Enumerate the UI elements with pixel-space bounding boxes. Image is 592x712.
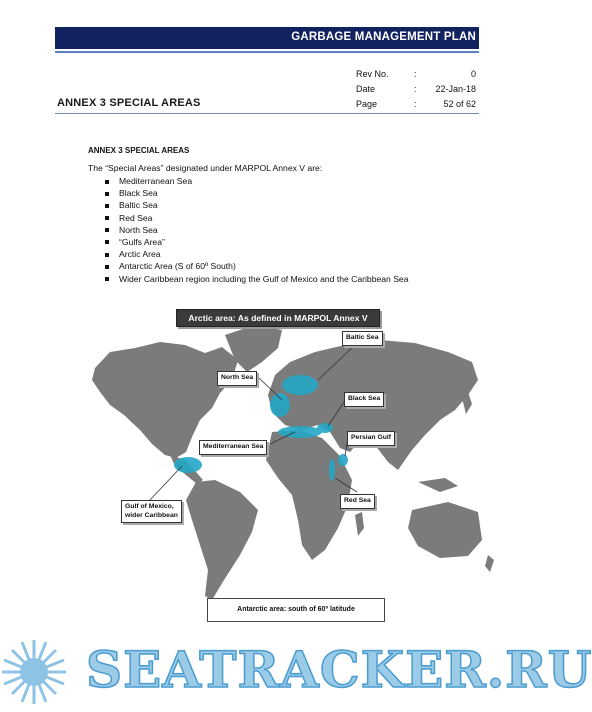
meta-label: Rev No. bbox=[356, 69, 389, 79]
meta-sep: : bbox=[414, 69, 417, 79]
red-sea-highlight bbox=[329, 459, 335, 481]
callout-mediterranean-sea: Mediterranean Sea bbox=[199, 440, 267, 455]
north-sea-highlight bbox=[270, 393, 290, 417]
meta-label: Page bbox=[356, 99, 378, 109]
land-masses bbox=[92, 325, 494, 600]
list-item bbox=[105, 199, 409, 211]
list-item bbox=[105, 175, 409, 187]
callout-black-sea: Black Sea bbox=[344, 392, 384, 407]
list-item bbox=[105, 273, 409, 285]
callout-gulf-of-mexico bbox=[121, 500, 182, 523]
meta-sep: : bbox=[414, 99, 417, 109]
bullet-icon bbox=[105, 180, 109, 184]
list-item-text: Red Sea bbox=[119, 212, 153, 223]
list-item bbox=[105, 224, 409, 236]
watermark-text: SEATRACKER.RU bbox=[86, 640, 592, 699]
arctic-area-label: Arctic area: As defined in MARPOL Annex V bbox=[176, 309, 380, 327]
bullet-icon bbox=[105, 216, 109, 220]
callout-north-sea: North Sea bbox=[217, 371, 257, 386]
list-item-text: Arctic Area bbox=[119, 249, 161, 260]
list-item bbox=[105, 212, 409, 224]
header-rule bbox=[55, 51, 479, 53]
list-item-text: North Sea bbox=[119, 224, 158, 235]
list-item-text: Mediterranean Sea bbox=[119, 176, 193, 186]
bullet-icon bbox=[105, 228, 109, 232]
black-sea-highlight bbox=[317, 423, 333, 433]
callout-red-sea: Red Sea bbox=[340, 494, 375, 509]
world-map bbox=[0, 300, 500, 630]
callout-baltic-sea: Baltic Sea bbox=[342, 331, 383, 346]
callout-line: wider Caribbean bbox=[125, 511, 178, 519]
section-title: ANNEX 3 SPECIAL AREAS bbox=[57, 97, 201, 109]
list-item bbox=[105, 260, 409, 272]
bullet-icon bbox=[105, 240, 109, 244]
bullet-icon bbox=[105, 277, 109, 281]
meta-value: 22-Jan-18 bbox=[435, 84, 476, 94]
bullet-icon bbox=[105, 192, 109, 196]
intro-text: The “Special Areas” designated under MARPOL Annex V are: bbox=[88, 163, 323, 173]
meta-label: Date bbox=[356, 84, 376, 94]
list-item-text: “Gulfs Area” bbox=[119, 236, 165, 247]
callout-line: Gulf of Mexico, bbox=[125, 503, 174, 510]
mediterranean-highlight bbox=[278, 426, 322, 438]
list-item bbox=[105, 236, 409, 248]
body-heading: ANNEX 3 SPECIAL AREAS bbox=[88, 146, 190, 155]
callout-persian-gulf: Persian Gulf bbox=[347, 431, 395, 446]
baltic-highlight bbox=[282, 375, 318, 395]
list-item-text: Wider Caribbean region including the Gulf of Mexico and the Caribbean Sea bbox=[119, 273, 409, 284]
document-title: GARBAGE MANAGEMENT PLAN bbox=[291, 31, 476, 43]
list-item bbox=[105, 187, 409, 199]
list-item-text: Baltic Sea bbox=[119, 200, 158, 211]
meta-value: 52 of 62 bbox=[443, 99, 476, 109]
special-areas-list bbox=[105, 175, 409, 285]
list-item bbox=[105, 248, 409, 260]
antarctic-area-label: Antarctic area: south of 60º latitude bbox=[207, 598, 385, 622]
bullet-icon bbox=[105, 253, 109, 257]
meta-sep: : bbox=[414, 84, 417, 94]
list-item-text: Antarctic Area (S of 60º South) bbox=[119, 261, 236, 272]
bullet-icon bbox=[105, 204, 109, 208]
persian-gulf-highlight bbox=[338, 454, 348, 466]
bullet-icon bbox=[105, 265, 109, 269]
meta-value: 0 bbox=[470, 69, 476, 79]
section-rule bbox=[55, 113, 479, 114]
list-item-text: Black Sea bbox=[119, 188, 158, 199]
